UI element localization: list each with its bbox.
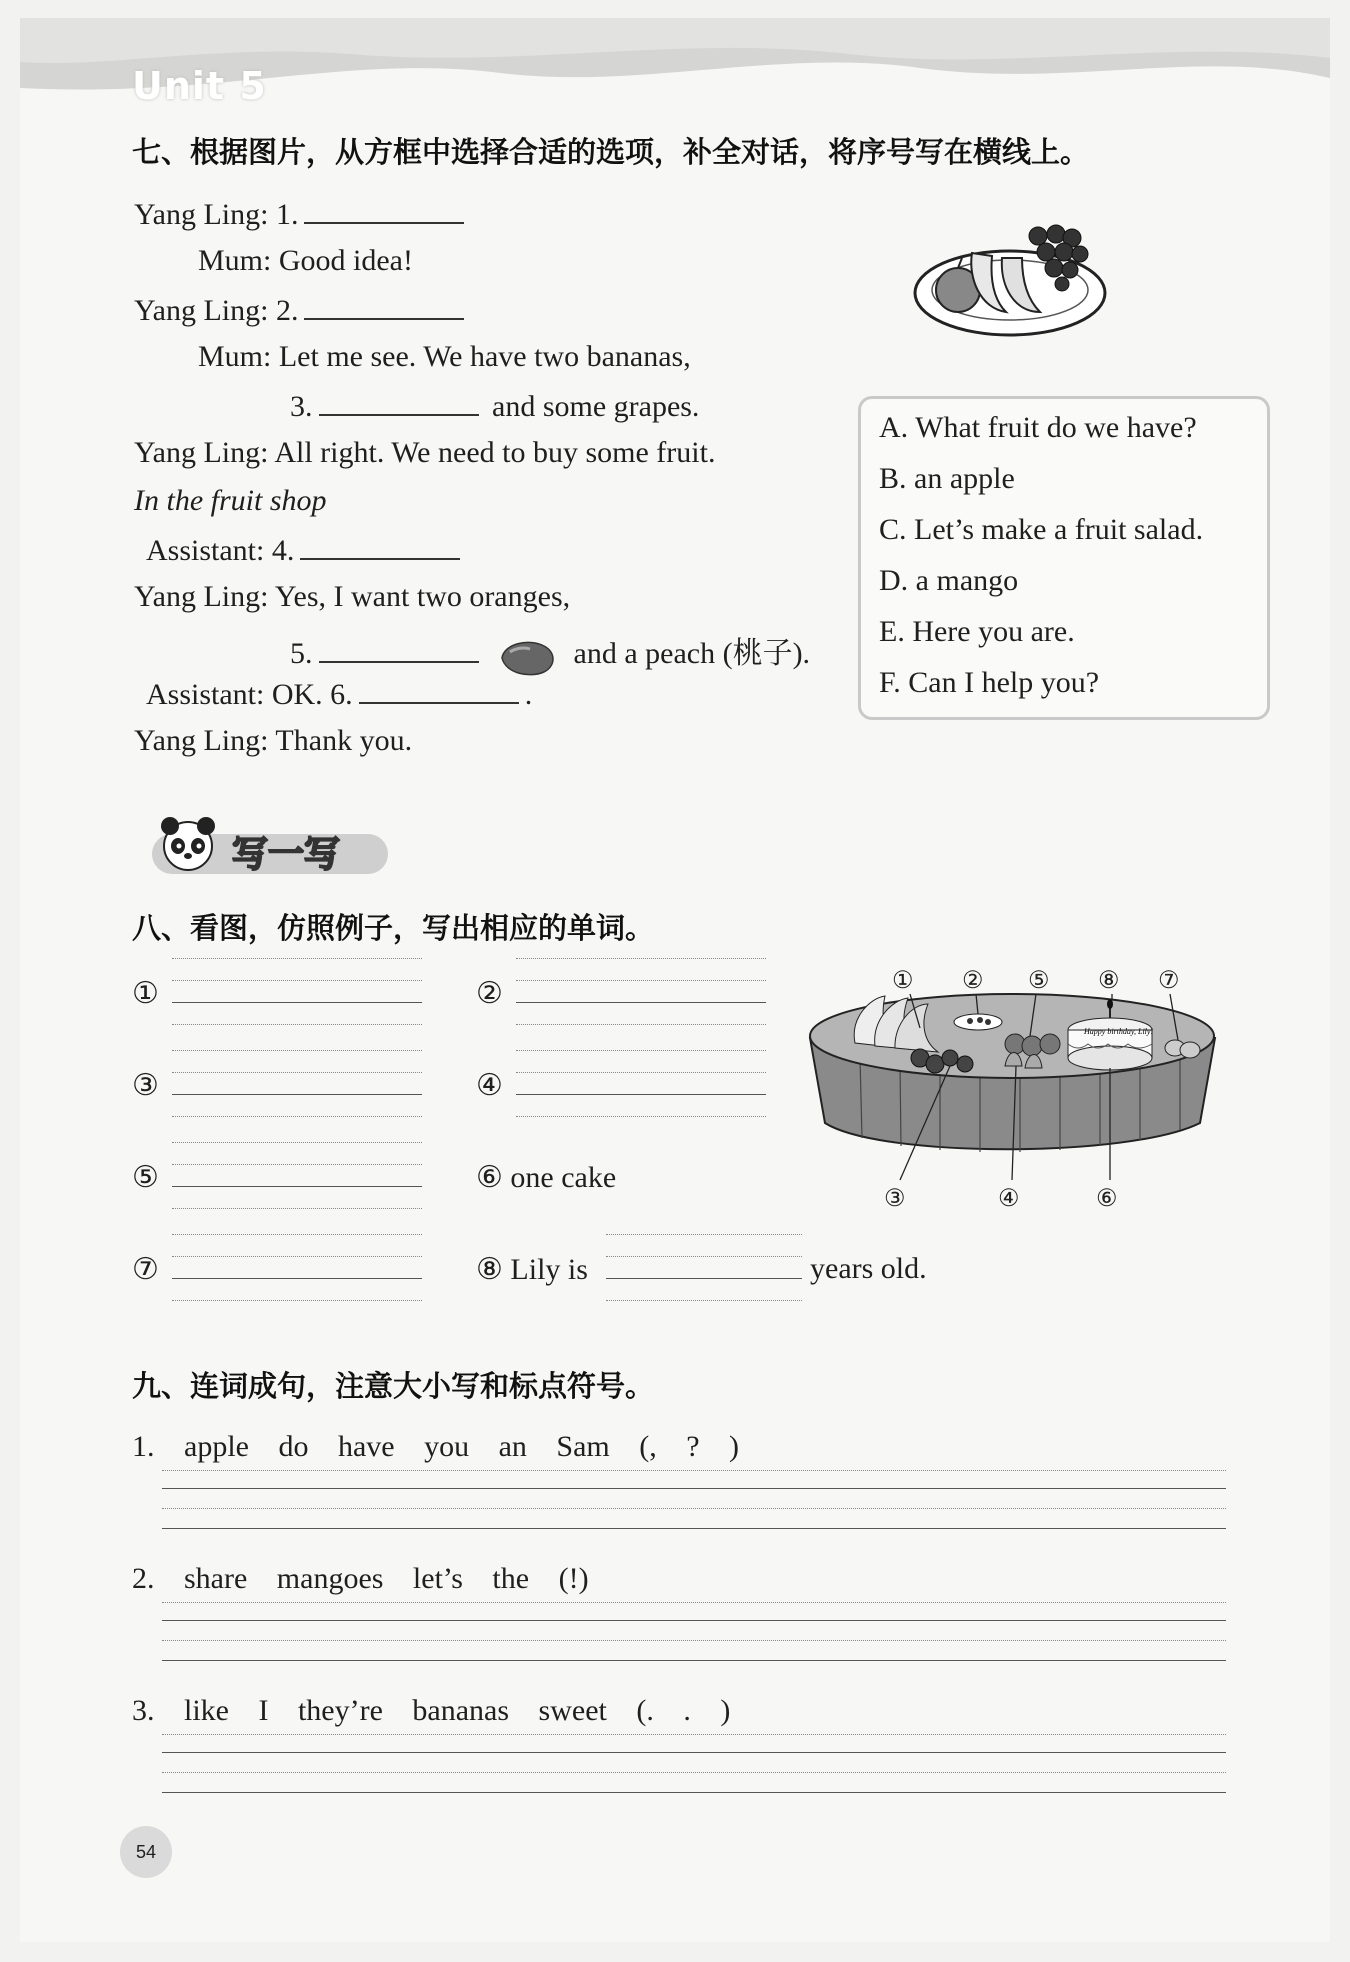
section8-heading: 八、看图，仿照例子，写出相应的单词。 xyxy=(132,911,655,945)
sentence-question-2: 2. share mangoes let’s the (!) xyxy=(132,1562,589,1595)
write-section-badge xyxy=(150,816,392,878)
item-1-number: ① xyxy=(132,977,159,1010)
pic-label-7: ⑦ xyxy=(1158,966,1180,994)
item-2-number: ② xyxy=(476,977,503,1010)
option-f: F. Can I help you? xyxy=(879,666,1100,699)
dialogue-line-3 xyxy=(134,292,470,328)
item-8-suffix: years old. xyxy=(810,1252,927,1285)
guide-line xyxy=(516,1024,766,1025)
party-table-illustration xyxy=(800,948,1220,1238)
dialogue-line-8: Yang Ling: Yes, I want two oranges, xyxy=(134,580,571,613)
guide-line xyxy=(162,1470,1226,1471)
dialogue-line-6: Yang Ling: All right. We need to buy some fruit. xyxy=(134,436,716,469)
guide-line xyxy=(162,1640,1226,1641)
dialogue-text: Assistant: OK. 6. xyxy=(146,678,353,711)
answer-line-q3[interactable] xyxy=(162,1752,1226,1753)
pic-label-2: ② xyxy=(962,966,984,994)
workbook-page xyxy=(20,18,1330,1942)
guide-line xyxy=(172,1050,422,1051)
item-8-prefix xyxy=(476,1252,588,1287)
guide-line xyxy=(516,958,766,959)
answer-blank-3[interactable] xyxy=(319,388,479,416)
item-3-number: ③ xyxy=(132,1069,159,1102)
answer-line-3[interactable] xyxy=(172,1094,422,1095)
item-5-number: ⑤ xyxy=(132,1161,159,1194)
guide-line xyxy=(172,1164,422,1165)
dialogue-line-7 xyxy=(146,532,466,568)
guide-line xyxy=(516,1116,766,1117)
guide-line xyxy=(172,1300,422,1301)
option-b: B. an apple xyxy=(879,462,1015,495)
guide-line xyxy=(172,980,422,981)
guide-line xyxy=(172,1116,422,1117)
write-badge-label: 写一写 xyxy=(232,834,341,875)
guide-line xyxy=(172,1208,422,1209)
dialogue-line-4: Mum: Let me see. We have two bananas, xyxy=(198,340,691,373)
section9-heading: 九、连词成句，注意大小写和标点符号。 xyxy=(132,1369,655,1403)
options-box xyxy=(858,396,1270,720)
guide-line xyxy=(172,958,422,959)
guide-line xyxy=(162,1772,1226,1773)
item-6-number: ⑥ xyxy=(476,1161,503,1194)
answer-line-5[interactable] xyxy=(172,1186,422,1187)
item-6-answer: one cake xyxy=(510,1161,617,1194)
answer-line-q2[interactable] xyxy=(162,1620,1226,1621)
answer-blank-1[interactable] xyxy=(304,196,464,224)
pic-label-6: ⑥ xyxy=(1096,1184,1118,1212)
pic-label-1: ① xyxy=(892,966,914,994)
guide-line xyxy=(516,1050,766,1051)
guide-line xyxy=(606,1300,802,1301)
guide-line xyxy=(172,1234,422,1235)
guide-line xyxy=(516,980,766,981)
dialogue-line-5 xyxy=(290,388,699,424)
answer-line-q2b[interactable] xyxy=(162,1660,1226,1661)
answer-line-2[interactable] xyxy=(516,1002,766,1003)
answer-line-q1b[interactable] xyxy=(162,1528,1226,1529)
item-8-number: ⑧ xyxy=(476,1253,503,1286)
answer-blank-4[interactable] xyxy=(300,532,460,560)
guide-line xyxy=(516,1072,766,1073)
dialogue-text: 3. xyxy=(290,390,313,423)
pic-label-8: ⑧ xyxy=(1098,966,1120,994)
unit-label: Unit 5 xyxy=(132,64,267,108)
guide-line xyxy=(172,1072,422,1073)
option-d: D. a mango xyxy=(879,564,1019,597)
sentence-question-1: 1. apple do have you an Sam (, ? ) xyxy=(132,1430,740,1463)
section7-heading: 七、根据图片，从方框中选择合适的选项，补全对话，将序号写在横线上。 xyxy=(132,135,1090,169)
page-number: 54 xyxy=(135,1842,157,1862)
guide-line xyxy=(172,1256,422,1257)
dialogue-text: Assistant: 4. xyxy=(146,534,295,567)
answer-line-q1[interactable] xyxy=(162,1488,1226,1489)
item-8-text: Lily is xyxy=(510,1253,588,1286)
answer-blank-5[interactable] xyxy=(319,635,479,663)
dialogue-line-9 xyxy=(290,628,810,676)
sentence-question-3: 3. like I they’re bananas sweet (. . ) xyxy=(132,1694,731,1727)
item-7-number: ⑦ xyxy=(132,1253,159,1286)
dialogue-text: Yang Ling: 2. xyxy=(134,294,299,327)
answer-line-q3b[interactable] xyxy=(162,1792,1226,1793)
pic-label-4: ④ xyxy=(998,1184,1020,1212)
dialogue-text: 5. xyxy=(290,637,313,670)
dialogue-line-2: Mum: Good idea! xyxy=(198,244,413,277)
option-a: A. What fruit do we have? xyxy=(879,411,1197,444)
item-6-example xyxy=(476,1160,616,1195)
answer-blank-2[interactable] xyxy=(304,292,464,320)
guide-line xyxy=(172,1142,422,1143)
pic-label-5: ⑤ xyxy=(1028,966,1050,994)
answer-blank-6[interactable] xyxy=(359,676,519,704)
answer-line-8[interactable] xyxy=(606,1278,802,1279)
answer-line-7[interactable] xyxy=(172,1278,422,1279)
guide-line xyxy=(162,1734,1226,1735)
dialogue-text: . xyxy=(524,678,533,711)
dialogue-line-11: Yang Ling: Thank you. xyxy=(134,724,413,757)
answer-line-4[interactable] xyxy=(516,1094,766,1095)
mango-icon xyxy=(498,636,560,676)
dialogue-line-1 xyxy=(134,196,470,232)
answer-line-1[interactable] xyxy=(172,1002,422,1003)
fruit-plate-illustration xyxy=(910,208,1120,348)
item-4-number: ④ xyxy=(476,1069,503,1102)
guide-line xyxy=(162,1508,1226,1509)
pic-label-3: ③ xyxy=(884,1184,906,1212)
dialogue-text: Yang Ling: 1. xyxy=(134,198,299,231)
option-e: E. Here you are. xyxy=(879,615,1075,648)
dialogue-text: and some grapes. xyxy=(492,390,700,423)
guide-line xyxy=(606,1256,802,1257)
dialogue-line-10 xyxy=(146,676,532,712)
dialogue-text: and a peach (桃子). xyxy=(573,637,811,670)
guide-line xyxy=(606,1234,802,1235)
guide-line xyxy=(162,1602,1226,1603)
guide-line xyxy=(172,1024,422,1025)
option-c: C. Let’s make a fruit salad. xyxy=(879,513,1204,546)
scene-label: In the fruit shop xyxy=(134,484,327,517)
cake-text: Happy birthday, Lily! xyxy=(1084,1027,1154,1036)
